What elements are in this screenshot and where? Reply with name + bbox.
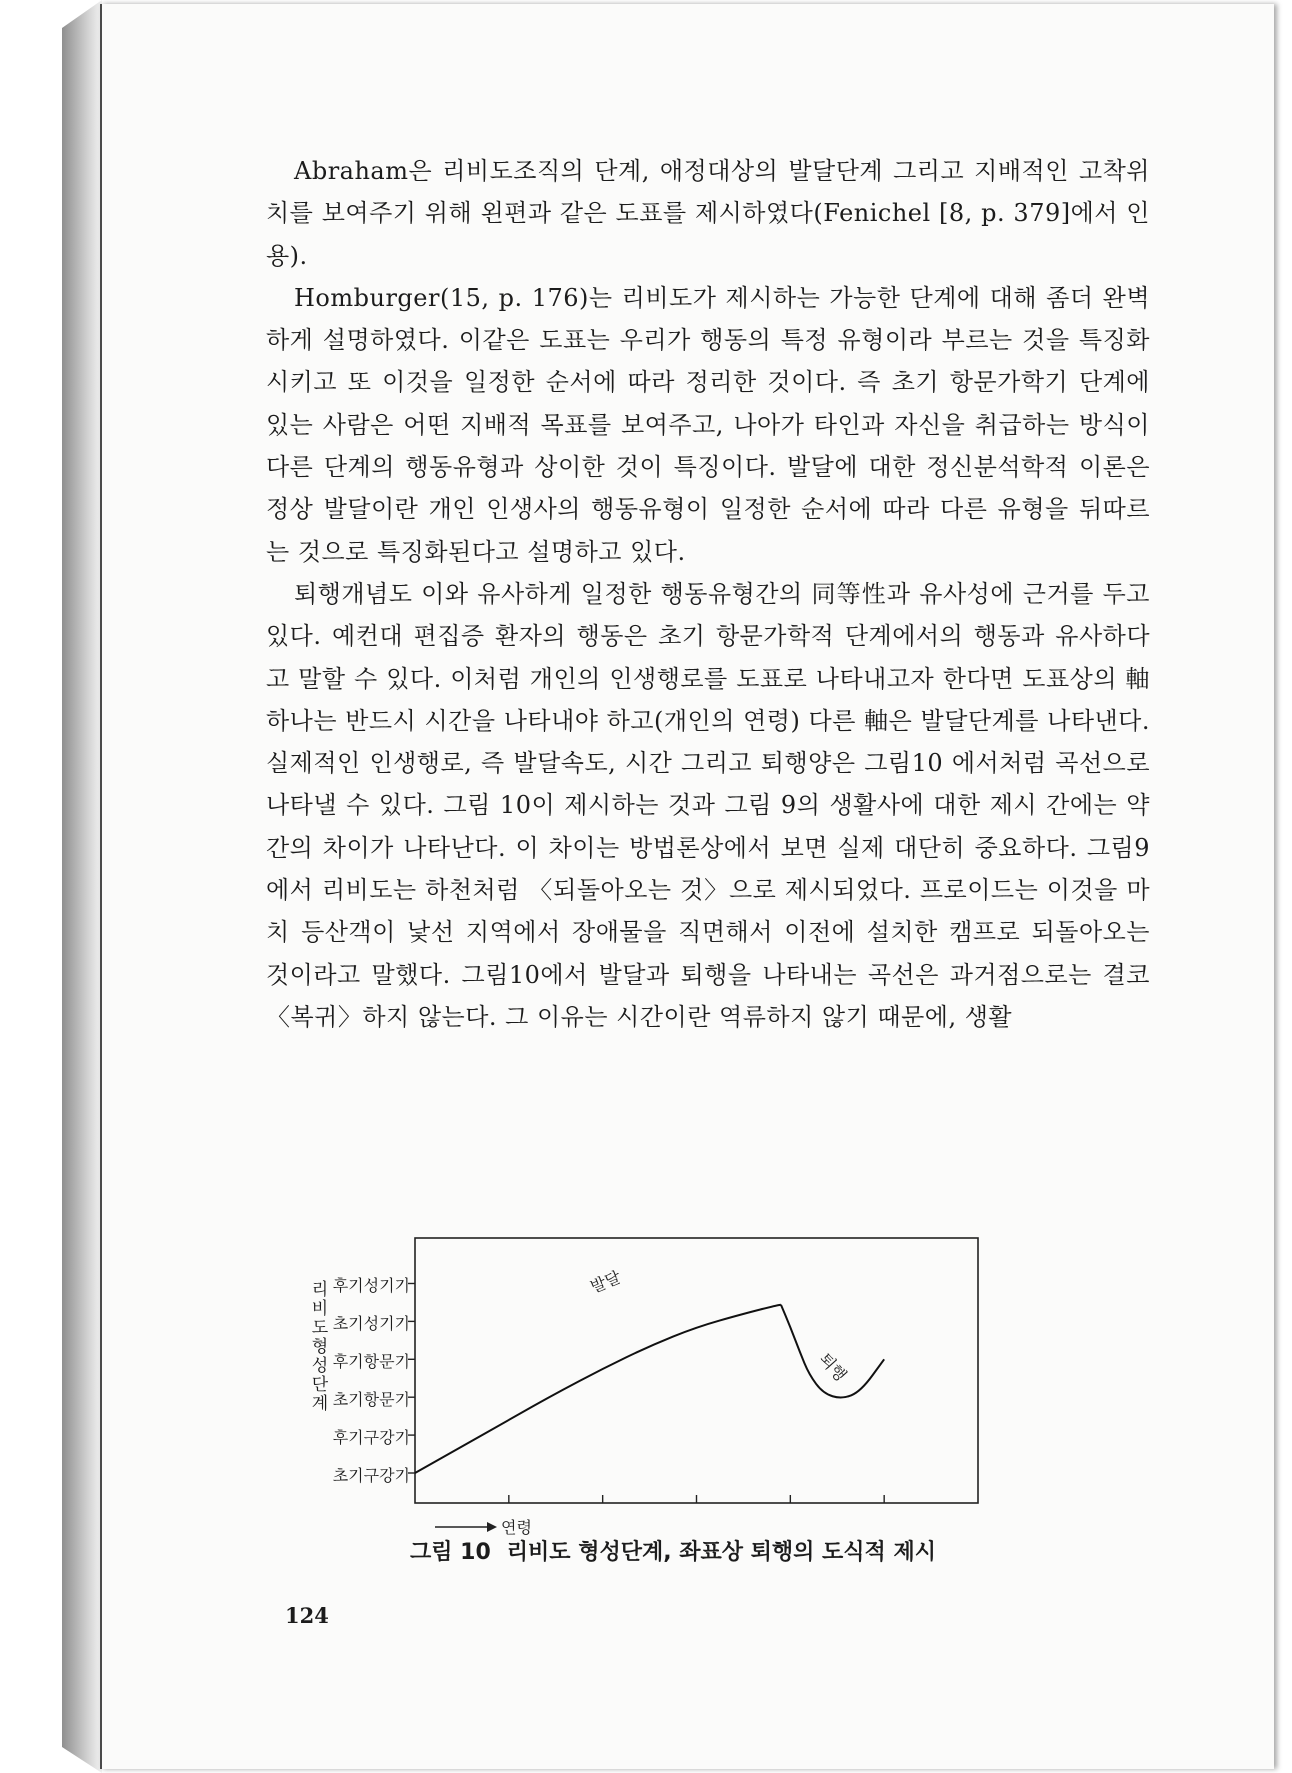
libido-chart <box>280 1205 1160 1565</box>
y-title-char: 단 <box>311 1375 329 1395</box>
y-tick-label: 후기구강기 <box>332 1428 410 1448</box>
y-title-char: 도 <box>311 1318 329 1338</box>
curve-development <box>415 1305 781 1473</box>
book-page-edge-top <box>62 0 102 28</box>
page-number: 124 <box>285 1603 329 1628</box>
y-tick-label: 후기성기기 <box>332 1276 410 1296</box>
y-title-char: 계 <box>311 1394 329 1414</box>
plot-frame <box>415 1238 978 1503</box>
x-axis-arrowhead <box>487 1522 497 1532</box>
y-tick-label: 후기항문기 <box>332 1352 410 1372</box>
y-title-char: 리 <box>311 1280 329 1300</box>
y-tick-label: 초기항문기 <box>332 1390 410 1410</box>
caption-number: 그림 10 <box>410 1540 491 1565</box>
y-tick-label: 초기구강기 <box>332 1466 410 1485</box>
y-title-char: 성 <box>311 1356 329 1376</box>
paragraph-2: Homburger(15, p. 176)는 리비도가 제시하는 가능한 단계에 대해 좀더 완벽하게 설명하였다. 이같은 도표는 우리가 행동의 특정 유형이라 부르는 것을 특징화시키고 또 이것을 일정한 순서에 따라 정리한 것이다. 즉 초기 항문가학기 단계에 있는 사람은 어떤 지배적 목표를 보여주고, 나아가 타인과 자신을 취급하는 방식이 다른 단계의 행동유형과 상이한 것이 특징이다. 발달에 대한 정신분석학적 이론은 정상 발달이란 개인 인생사의 행동유형이 일정한 순서에 따라 다른 유형을 뒤따르는 것으로 특징화된다고 설명하고 있다. <box>266 283 1150 566</box>
y-tick-label: 초기성기기 <box>332 1314 410 1334</box>
body-text <box>266 150 1150 1038</box>
x-axis-label: 연령 <box>501 1518 532 1537</box>
figure-caption <box>410 1535 1030 1566</box>
book-page-edge-bottom <box>62 1747 102 1773</box>
curve-label: 퇴행 <box>815 1349 851 1385</box>
y-title-char: 형 <box>311 1337 329 1357</box>
caption-text: 리비도 형성단계, 좌표상 퇴행의 도식적 제시 <box>506 1540 936 1565</box>
curve-label: 발달 <box>587 1267 624 1297</box>
paragraph-1: Abraham은 리비도조직의 단계, 애정대상의 발달단계 그리고 지배적인 고착위치를 보여주기 위해 왼편과 같은 도표를 제시하였다(Fenichel [8, p. 379]에서 인용). <box>266 157 1150 270</box>
paragraph-3: 퇴행개념도 이와 유사하게 일정한 행동유형간의 同等性과 유사성에 근거를 두고 있다. 예컨대 편집증 환자의 행동은 초기 항문가학적 단계에서의 행동과 유사하다고 말할 수 있다. 이처럼 개인의 인생행로를 도표로 나타내고자 한다면 도표상의 軸 하나는 반드시 시간을 나타내야 하고(개인의 연령) 다른 軸은 발달단계를 나타낸다. 실제적인 인생행로, 즉 발달속도, 시간 그리고 퇴행양은 그림10 에서처럼 곡선으로 나타낼 수 있다. 그림 10이 제시하는 것과 그림 9의 생활사에 대한 제시 간에는 약간의 차이가 나타난다. 이 차이는 방법론상에서 보면 실제 대단히 중요하다. 그림9에서 리비도는 하천처럼 〈되돌아오는 것〉으로 제시되었다. 프로이드는 이것을 마치 등산객이 낯선 지역에서 장애물을 직면해서 이전에 설치한 캠프로 되돌아오는 것이라고 말했다. 그림10에서 발달과 퇴행을 나타내는 곡선은 과거점으로는 결코 〈복귀〉하지 않는다. 그 이유는 시간이란 역류하지 않기 때문에, 생활 <box>266 579 1150 1031</box>
y-title-char: 비 <box>311 1299 329 1319</box>
book-page-edge <box>62 0 102 1773</box>
